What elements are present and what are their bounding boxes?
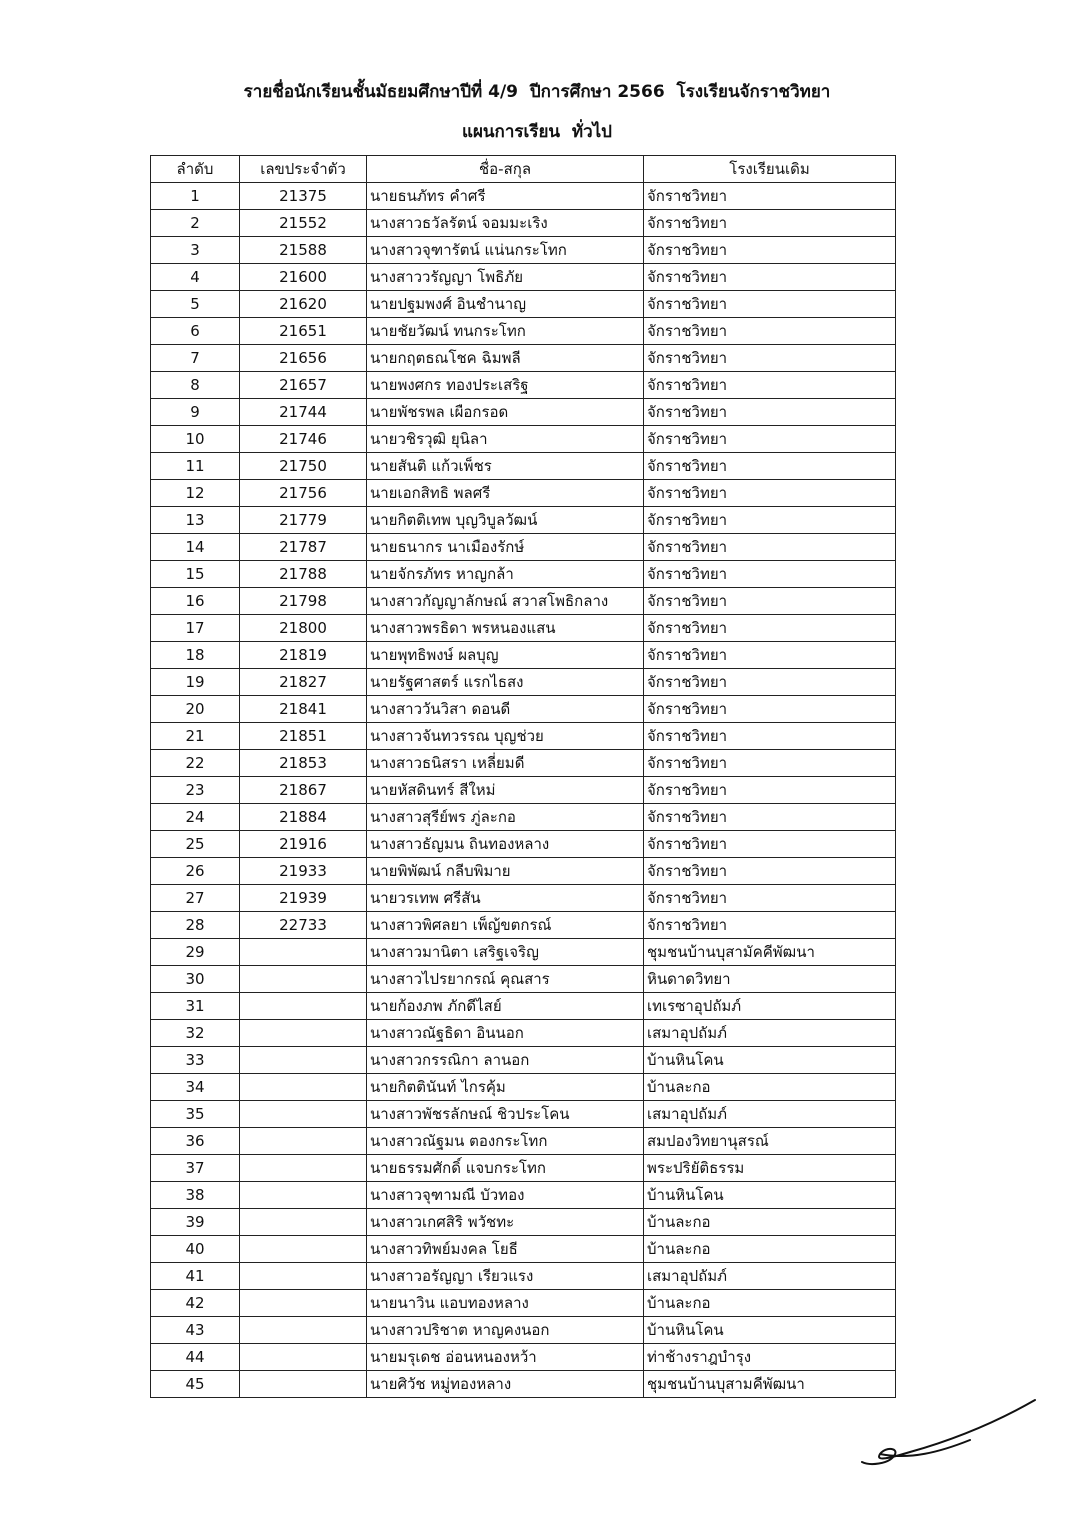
row-full-name-cell: นายกิตติเทพ บุญวิบูลวัฒน์	[367, 507, 644, 534]
row-order-cell: 5	[151, 291, 240, 318]
row-previous-school-cell: จักราชวิทยา	[644, 210, 896, 237]
row-previous-school-cell: จักราชวิทยา	[644, 615, 896, 642]
row-student-id-cell	[240, 1047, 367, 1074]
row-student-id-cell: 21787	[240, 534, 367, 561]
row-previous-school-cell: จักราชวิทยา	[644, 453, 896, 480]
table-row	[151, 1020, 896, 1047]
table-row	[151, 1344, 896, 1371]
row-full-name-cell: นายกิตตินันท์ ไกรคุ้ม	[367, 1074, 644, 1101]
row-order-cell: 26	[151, 858, 240, 885]
row-previous-school-cell: จักราชวิทยา	[644, 723, 896, 750]
row-full-name-cell: นายธรรมศักดิ์ แจบกระโทก	[367, 1155, 644, 1182]
table-row	[151, 210, 896, 237]
table-row	[151, 1290, 896, 1317]
row-previous-school-cell: จักราชวิทยา	[644, 750, 896, 777]
row-previous-school-cell: จักราชวิทยา	[644, 264, 896, 291]
column-header-student-id: เลขประจำตัว	[240, 156, 367, 183]
row-student-id-cell: 21819	[240, 642, 367, 669]
row-student-id-cell: 21375	[240, 183, 367, 210]
column-header-order: ลำดับ	[151, 156, 240, 183]
row-previous-school-cell: จักราชวิทยา	[644, 372, 896, 399]
table-row	[151, 318, 896, 345]
row-previous-school-cell: จักราชวิทยา	[644, 345, 896, 372]
row-order-cell: 16	[151, 588, 240, 615]
row-full-name-cell: นางสาวจุฑารัตน์ แน่นกระโทก	[367, 237, 644, 264]
table-row	[151, 1074, 896, 1101]
row-student-id-cell: 21588	[240, 237, 367, 264]
row-student-id-cell: 21600	[240, 264, 367, 291]
table-row	[151, 372, 896, 399]
row-order-cell: 35	[151, 1101, 240, 1128]
row-order-cell: 44	[151, 1344, 240, 1371]
row-order-cell: 20	[151, 696, 240, 723]
table-row	[151, 858, 896, 885]
row-previous-school-cell: ท่าช้างราฎบำรุง	[644, 1344, 896, 1371]
row-student-id-cell: 21939	[240, 885, 367, 912]
row-order-cell: 37	[151, 1155, 240, 1182]
table-row	[151, 1155, 896, 1182]
table-row	[151, 777, 896, 804]
table-row	[151, 1236, 896, 1263]
row-previous-school-cell: บ้านละกอ	[644, 1290, 896, 1317]
row-order-cell: 6	[151, 318, 240, 345]
row-order-cell: 27	[151, 885, 240, 912]
row-order-cell: 17	[151, 615, 240, 642]
table-row	[151, 615, 896, 642]
row-student-id-cell: 21657	[240, 372, 367, 399]
row-order-cell: 4	[151, 264, 240, 291]
row-previous-school-cell: จักราชวิทยา	[644, 561, 896, 588]
row-full-name-cell: นางสาวณัฐธิดา อินนอก	[367, 1020, 644, 1047]
row-student-id-cell: 21800	[240, 615, 367, 642]
table-row	[151, 588, 896, 615]
row-full-name-cell: นางสาวธัญมน ถินทองหลาง	[367, 831, 644, 858]
row-student-id-cell: 22733	[240, 912, 367, 939]
table-row	[151, 183, 896, 210]
row-full-name-cell: นางสาวธนิสรา เหลี่ยมดี	[367, 750, 644, 777]
table-row	[151, 237, 896, 264]
row-order-cell: 10	[151, 426, 240, 453]
table-row	[151, 966, 896, 993]
row-full-name-cell: นายเอกสิทธิ พลศรี	[367, 480, 644, 507]
table-row	[151, 723, 896, 750]
row-order-cell: 13	[151, 507, 240, 534]
table-row	[151, 561, 896, 588]
row-previous-school-cell: บ้านละกอ	[644, 1236, 896, 1263]
row-previous-school-cell: บ้านละกอ	[644, 1074, 896, 1101]
row-student-id-cell: 21746	[240, 426, 367, 453]
table-row	[151, 1263, 896, 1290]
row-order-cell: 1	[151, 183, 240, 210]
row-previous-school-cell: ชุมชนบ้านบุสามคีพัฒนา	[644, 1371, 896, 1398]
row-student-id-cell	[240, 1155, 367, 1182]
row-full-name-cell: นายวรเทพ ศรีสัน	[367, 885, 644, 912]
row-previous-school-cell: จักราชวิทยา	[644, 669, 896, 696]
row-student-id-cell: 21884	[240, 804, 367, 831]
row-order-cell: 9	[151, 399, 240, 426]
table-row	[151, 939, 896, 966]
row-order-cell: 8	[151, 372, 240, 399]
row-previous-school-cell: จักราชวิทยา	[644, 183, 896, 210]
row-student-id-cell	[240, 1209, 367, 1236]
row-full-name-cell: นางสาวจันทวรรณ บุญช่วย	[367, 723, 644, 750]
row-full-name-cell: นางสาวสุรีย์พร ภู่ละกอ	[367, 804, 644, 831]
row-order-cell: 22	[151, 750, 240, 777]
row-previous-school-cell: บ้านหินโคน	[644, 1047, 896, 1074]
row-previous-school-cell: สมปองวิทยานุสรณ์	[644, 1128, 896, 1155]
table-row	[151, 399, 896, 426]
row-student-id-cell	[240, 1101, 367, 1128]
column-header-previous-school: โรงเรียนเดิม	[644, 156, 896, 183]
row-full-name-cell: นายกฤตธณโชค ฉิมพลี	[367, 345, 644, 372]
row-previous-school-cell: จักราชวิทยา	[644, 480, 896, 507]
row-student-id-cell: 21779	[240, 507, 367, 534]
row-order-cell: 40	[151, 1236, 240, 1263]
row-order-cell: 43	[151, 1317, 240, 1344]
row-full-name-cell: นายพัชรพล เผือกรอด	[367, 399, 644, 426]
row-full-name-cell: นายชัยวัฒน์ ทนกระโทก	[367, 318, 644, 345]
row-full-name-cell: นายสันติ แก้วเพ็ชร	[367, 453, 644, 480]
column-header-full-name: ชื่อ-สกุล	[367, 156, 644, 183]
table-row	[151, 1128, 896, 1155]
row-full-name-cell: นายพงศกร ทองประเสริฐ	[367, 372, 644, 399]
row-order-cell: 45	[151, 1371, 240, 1398]
row-order-cell: 23	[151, 777, 240, 804]
row-order-cell: 3	[151, 237, 240, 264]
table-row	[151, 534, 896, 561]
row-previous-school-cell: จักราชวิทยา	[644, 858, 896, 885]
row-order-cell: 38	[151, 1182, 240, 1209]
row-full-name-cell: นายปฐมพงศ์ อินชำนาญ	[367, 291, 644, 318]
row-full-name-cell: นางสาวณัฐมน ตองกระโทก	[367, 1128, 644, 1155]
row-order-cell: 32	[151, 1020, 240, 1047]
table-row	[151, 831, 896, 858]
row-order-cell: 21	[151, 723, 240, 750]
table-row	[151, 1209, 896, 1236]
row-full-name-cell: นางสาวปริชาต หาญคงนอก	[367, 1317, 644, 1344]
row-previous-school-cell: จักราชวิทยา	[644, 534, 896, 561]
row-full-name-cell: นางสาวมานิตา เสริฐเจริญ	[367, 939, 644, 966]
table-header-row	[151, 156, 896, 183]
table-body	[151, 183, 896, 1398]
row-student-id-cell: 21750	[240, 453, 367, 480]
row-student-id-cell	[240, 1317, 367, 1344]
row-full-name-cell: นางสาวพิศลยา เพ็ญ้ขตกรณ์	[367, 912, 644, 939]
row-previous-school-cell: จักราชวิทยา	[644, 426, 896, 453]
row-previous-school-cell: พระปริยัติธรรม	[644, 1155, 896, 1182]
row-previous-school-cell: จักราชวิทยา	[644, 804, 896, 831]
row-order-cell: 42	[151, 1290, 240, 1317]
row-previous-school-cell: จักราชวิทยา	[644, 507, 896, 534]
row-student-id-cell	[240, 1290, 367, 1317]
table-row	[151, 750, 896, 777]
row-student-id-cell	[240, 1371, 367, 1398]
row-order-cell: 12	[151, 480, 240, 507]
row-student-id-cell: 21798	[240, 588, 367, 615]
row-order-cell: 30	[151, 966, 240, 993]
table-row	[151, 1182, 896, 1209]
row-student-id-cell: 21851	[240, 723, 367, 750]
table-row	[151, 264, 896, 291]
row-student-id-cell	[240, 1344, 367, 1371]
row-full-name-cell: นางสาวเกศสิริ พวัชทะ	[367, 1209, 644, 1236]
row-previous-school-cell: จักราชวิทยา	[644, 588, 896, 615]
row-order-cell: 14	[151, 534, 240, 561]
row-previous-school-cell: จักราชวิทยา	[644, 831, 896, 858]
table-row	[151, 993, 896, 1020]
row-order-cell: 24	[151, 804, 240, 831]
row-previous-school-cell: บ้านหินโคน	[644, 1182, 896, 1209]
row-student-id-cell	[240, 1128, 367, 1155]
table-row	[151, 426, 896, 453]
table-row	[151, 1317, 896, 1344]
table-row	[151, 642, 896, 669]
row-previous-school-cell: จักราชวิทยา	[644, 885, 896, 912]
table-row	[151, 804, 896, 831]
row-student-id-cell	[240, 1020, 367, 1047]
row-order-cell: 18	[151, 642, 240, 669]
row-full-name-cell: นางสาวพัชรลักษณ์ ชิวประโคน	[367, 1101, 644, 1128]
row-student-id-cell	[240, 966, 367, 993]
row-order-cell: 34	[151, 1074, 240, 1101]
row-full-name-cell: นายพุทธิพงษ์ ผลบุญ	[367, 642, 644, 669]
student-roster-table	[150, 155, 896, 1398]
row-student-id-cell: 21853	[240, 750, 367, 777]
row-student-id-cell: 21788	[240, 561, 367, 588]
row-student-id-cell: 21744	[240, 399, 367, 426]
row-full-name-cell: นายมรุเดช อ่อนหนองหว้า	[367, 1344, 644, 1371]
table-row	[151, 1101, 896, 1128]
row-full-name-cell: นางสาววรัญญา โพธิภัย	[367, 264, 644, 291]
row-full-name-cell: นางสาววันวิสา ดอนดี	[367, 696, 644, 723]
row-full-name-cell: นายรัฐศาสตร์ แรกไธสง	[367, 669, 644, 696]
row-previous-school-cell: จักราชวิทยา	[644, 291, 896, 318]
row-previous-school-cell: ชุมชนบ้านบุสามัคคีพัฒนา	[644, 939, 896, 966]
row-full-name-cell: นางสาวอรัญญา เรียวแรง	[367, 1263, 644, 1290]
row-order-cell: 36	[151, 1128, 240, 1155]
page-subtitle: แผนการเรียน ทั่วไป	[462, 122, 612, 142]
row-order-cell: 39	[151, 1209, 240, 1236]
row-previous-school-cell: บ้านละกอ	[644, 1209, 896, 1236]
row-previous-school-cell: เทเรซาอุปถัมภ์	[644, 993, 896, 1020]
row-previous-school-cell: บ้านหินโคน	[644, 1317, 896, 1344]
row-order-cell: 2	[151, 210, 240, 237]
row-order-cell: 28	[151, 912, 240, 939]
table-row	[151, 291, 896, 318]
row-student-id-cell	[240, 993, 367, 1020]
row-previous-school-cell: จักราชวิทยา	[644, 777, 896, 804]
row-student-id-cell	[240, 1263, 367, 1290]
row-full-name-cell: นางสาวไปรยากรณ์ คุณสาร	[367, 966, 644, 993]
table-row	[151, 1371, 896, 1398]
row-full-name-cell: นายหัสดินทร์ สีใหม่	[367, 777, 644, 804]
row-previous-school-cell: จักราชวิทยา	[644, 912, 896, 939]
row-full-name-cell: นายนาวิน แอบทองหลาง	[367, 1290, 644, 1317]
table-row	[151, 696, 896, 723]
row-student-id-cell: 21867	[240, 777, 367, 804]
row-full-name-cell: นางสาวพรธิดา พรหนองแสน	[367, 615, 644, 642]
row-order-cell: 33	[151, 1047, 240, 1074]
row-full-name-cell: นางสาวธวัลรัตน์ จอมมะเริง	[367, 210, 644, 237]
table-row	[151, 912, 896, 939]
table-row	[151, 669, 896, 696]
row-order-cell: 25	[151, 831, 240, 858]
row-previous-school-cell: เสมาอุปถัมภ์	[644, 1263, 896, 1290]
row-full-name-cell: นายก้องภพ ภักดีไสย์	[367, 993, 644, 1020]
row-previous-school-cell: จักราชวิทยา	[644, 696, 896, 723]
row-order-cell: 41	[151, 1263, 240, 1290]
row-student-id-cell: 21916	[240, 831, 367, 858]
handwritten-signature-icon	[850, 1390, 1040, 1480]
row-order-cell: 7	[151, 345, 240, 372]
row-student-id-cell	[240, 939, 367, 966]
row-student-id-cell	[240, 1236, 367, 1263]
row-previous-school-cell: จักราชวิทยา	[644, 399, 896, 426]
row-full-name-cell: นางสาวกรรณิกา ลานอก	[367, 1047, 644, 1074]
row-full-name-cell: นางสาวจุฑามณี บัวทอง	[367, 1182, 644, 1209]
table-row	[151, 453, 896, 480]
row-order-cell: 31	[151, 993, 240, 1020]
row-student-id-cell	[240, 1074, 367, 1101]
row-student-id-cell: 21651	[240, 318, 367, 345]
row-student-id-cell: 21933	[240, 858, 367, 885]
row-full-name-cell: นายศิวัช หมู่ทองหลาง	[367, 1371, 644, 1398]
row-order-cell: 19	[151, 669, 240, 696]
table-row	[151, 345, 896, 372]
row-order-cell: 11	[151, 453, 240, 480]
row-full-name-cell: นางสาวกัญญาลักษณ์ สวาสโพธิกลาง	[367, 588, 644, 615]
row-student-id-cell: 21620	[240, 291, 367, 318]
row-previous-school-cell: เสมาอุปถัมภ์	[644, 1101, 896, 1128]
row-previous-school-cell: จักราชวิทยา	[644, 642, 896, 669]
row-student-id-cell: 21656	[240, 345, 367, 372]
table-row	[151, 1047, 896, 1074]
table-row	[151, 480, 896, 507]
row-student-id-cell: 21552	[240, 210, 367, 237]
page-title: รายชื่อนักเรียนชั้นมัธยมศึกษาปีที่ 4/9 ปีการศึกษา 2566 โรงเรียนจักราชวิทยา	[243, 82, 831, 102]
row-full-name-cell: นายธนากร นาเมืองรักษ์	[367, 534, 644, 561]
row-previous-school-cell: จักราชวิทยา	[644, 318, 896, 345]
row-order-cell: 29	[151, 939, 240, 966]
row-full-name-cell: นายพิพัฒน์ กลีบพิมาย	[367, 858, 644, 885]
row-student-id-cell: 21827	[240, 669, 367, 696]
table-row	[151, 885, 896, 912]
row-previous-school-cell: หินดาดวิทยา	[644, 966, 896, 993]
row-student-id-cell: 21841	[240, 696, 367, 723]
row-full-name-cell: นายจักรภัทร หาญกล้า	[367, 561, 644, 588]
row-student-id-cell: 21756	[240, 480, 367, 507]
row-full-name-cell: นายธนภัทร คำศรี	[367, 183, 644, 210]
row-student-id-cell	[240, 1182, 367, 1209]
table-row	[151, 507, 896, 534]
row-previous-school-cell: เสมาอุปถัมภ์	[644, 1020, 896, 1047]
row-full-name-cell: นายวชิรวุฒิ ยุนิลา	[367, 426, 644, 453]
row-full-name-cell: นางสาวทิพย์มงคล โยธี	[367, 1236, 644, 1263]
row-previous-school-cell: จักราชวิทยา	[644, 237, 896, 264]
row-order-cell: 15	[151, 561, 240, 588]
